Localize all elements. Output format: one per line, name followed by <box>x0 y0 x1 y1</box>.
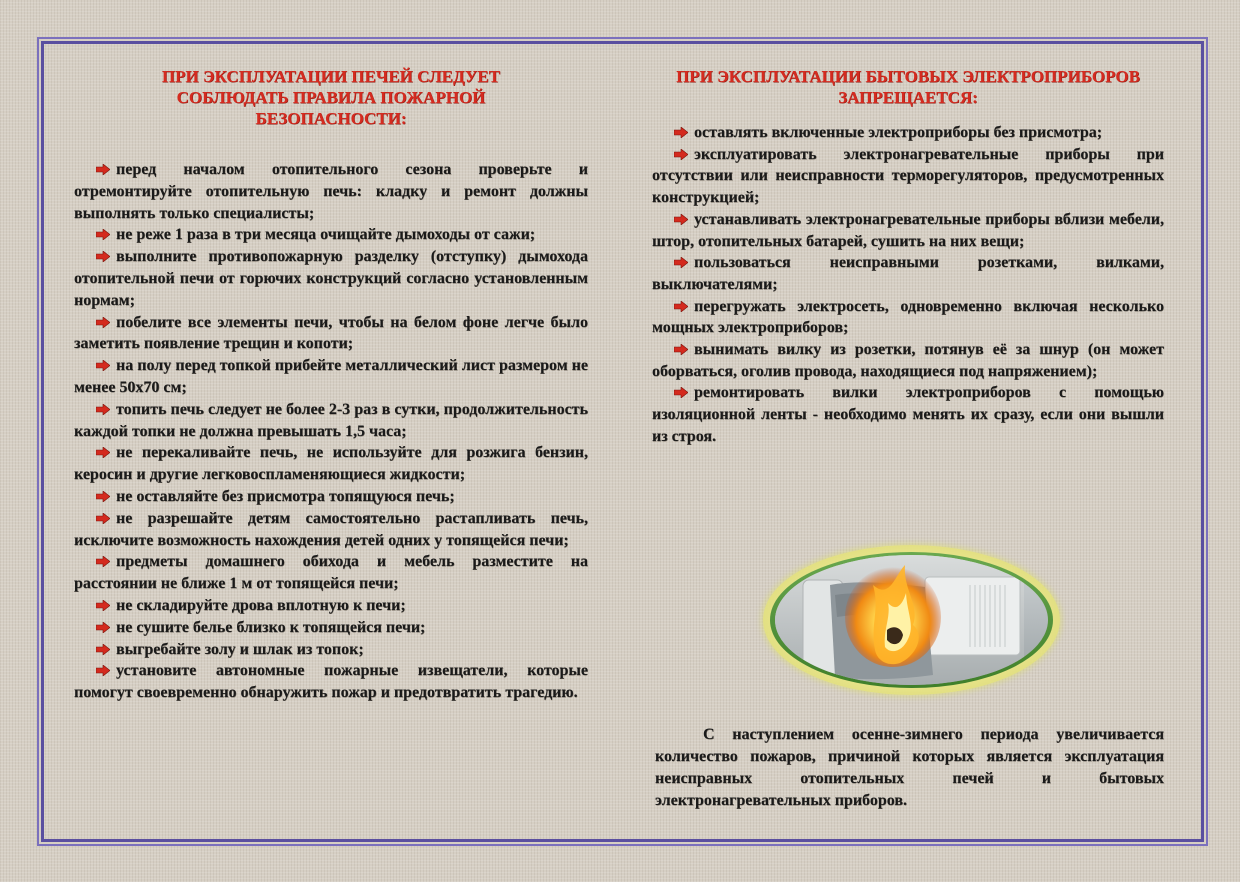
list-item-text: не реже 1 раза в три месяца очищайте дымоходы от сажи; <box>116 226 536 244</box>
list-item-text: побелите все элементы печи, чтобы на белом фоне легче было заметить появление трещин и копоти; <box>74 313 588 353</box>
list-item-text: ремонтировать вилки электроприборов с помощью изоляционной ленты - необходимо менять их сразу, если они вышли из строя. <box>652 384 1164 445</box>
list-item-text: предметы домашнего обихода и мебель разместите на расстоянии не ближе 1 м от топящейся печи; <box>74 553 588 593</box>
red-arrow-bullet-icon <box>96 251 110 262</box>
list-item-text: перегружать электросеть, одновременно включая несколько мощных электроприборов; <box>652 297 1164 337</box>
list-item-text: не разрешайте детям самостоятельно растапливать печь, исключите возможность нахождения детей одних у топящейся печи; <box>74 509 588 549</box>
left-list-item <box>74 551 588 595</box>
list-item-text: не перекаливайте печь, не используйте для розжига бензин, керосин и другие легковоспламеняющиеся жидкости; <box>74 444 588 484</box>
right-list-item <box>652 382 1164 447</box>
list-item-text: пользоваться неисправными розетками, вилками, выключателями; <box>652 254 1164 293</box>
red-arrow-bullet-icon <box>96 644 110 655</box>
left-list-item <box>74 595 588 617</box>
red-arrow-bullet-icon <box>674 257 688 268</box>
list-item-text: не сушите белье близко к топящейся печи; <box>116 618 426 636</box>
right-list-item <box>652 122 1164 144</box>
right-list-item <box>652 339 1164 382</box>
left-list-item <box>74 312 588 356</box>
red-arrow-bullet-icon <box>96 404 110 415</box>
list-item-text: на полу перед топкой прибейте металлический лист размером не менее 50х70 см; <box>74 357 588 396</box>
left-list-item <box>74 355 588 399</box>
left-list-item <box>74 399 588 443</box>
red-arrow-bullet-icon <box>96 164 110 175</box>
left-list-item <box>74 617 588 639</box>
left-list-item <box>74 159 588 224</box>
list-item-text: эксплуатировать электронагревательные приборы при отсутствии или неисправности терморегуляторов, предусмотренных конструкцией; <box>652 145 1164 207</box>
burning-heater-photo-frame <box>763 545 1060 695</box>
stove-safety-list <box>74 159 588 704</box>
red-arrow-bullet-icon <box>674 214 688 225</box>
red-arrow-bullet-icon <box>96 229 110 240</box>
red-arrow-bullet-icon <box>96 513 110 524</box>
list-item-text: не оставляйте без присмотра топящуюся печь; <box>116 487 455 505</box>
red-arrow-bullet-icon <box>96 317 110 328</box>
red-arrow-bullet-icon <box>674 387 688 398</box>
red-arrow-bullet-icon <box>96 622 110 633</box>
list-item-text: выполните противопожарную разделку (отступку) дымохода отопительной печи от горючих конструкций согласно установленным нормам; <box>74 248 588 309</box>
list-item-text: установите автономные пожарные извещатели, которые помогут своевременно обнаружить пожар и предотвратить трагедию. <box>74 662 588 702</box>
stove-safety-heading: ПРИ ЭКСПЛУАТАЦИИ ПЕЧЕЙ СЛЕДУЕТ СОБЛЮДАТЬ ПРАВИЛА ПОЖАРНОЙ БЕЗОПАСНОСТИ: <box>161 67 501 128</box>
red-arrow-bullet-icon <box>674 301 688 312</box>
list-item-text: перед началом отопительного сезона проверьте и отремонтируйте отопительную печь: кладку и ремонт должны выполнять только специалисты; <box>74 161 588 222</box>
right-list-item <box>652 252 1164 295</box>
left-list-item <box>74 639 588 661</box>
red-arrow-bullet-icon <box>674 344 688 355</box>
right-list-item <box>652 144 1164 209</box>
red-arrow-bullet-icon <box>674 149 688 160</box>
stove-safety-column <box>74 62 588 704</box>
burning-heater-photo <box>775 555 1048 685</box>
list-item-text: не складируйте дрова вплотную к печи; <box>116 596 406 614</box>
list-item-text: вынимать вилку из розетки, потянув её за шнур (он может оборваться, оголив провода, находящиеся под напряжением); <box>652 341 1164 380</box>
left-list-item <box>74 246 588 311</box>
seasonal-warning-text: С наступлением осенне-зимнего периода увеличивается количество пожаров, причиной которых является эксплуатация неисправных отопительных печей и бытовых электронагревательных приборов. <box>655 726 1164 809</box>
left-list-item <box>74 660 588 704</box>
left-list-item <box>74 486 588 508</box>
red-arrow-bullet-icon <box>674 127 688 138</box>
list-item-text: оставлять включенные электроприборы без присмотра; <box>694 124 1103 141</box>
red-arrow-bullet-icon <box>96 491 110 502</box>
list-item-text: топить печь следует не более 2-3 раз в сутки, продолжительность каждой топки не должна превышать 1,5 часа; <box>74 400 588 440</box>
electrical-safety-list <box>652 122 1164 448</box>
left-list-item <box>74 442 588 486</box>
right-list-item <box>652 209 1164 252</box>
red-arrow-bullet-icon <box>96 600 110 611</box>
red-arrow-bullet-icon <box>96 665 110 676</box>
red-arrow-bullet-icon <box>96 447 110 458</box>
red-arrow-bullet-icon <box>96 360 110 371</box>
electrical-safety-heading: ПРИ ЭКСПЛУАТАЦИИ БЫТОВЫХ ЭЛЕКТРОПРИБОРОВ ЗАПРЕЩАЕТСЯ: <box>676 67 1140 107</box>
list-item-text: выгребайте золу и шлак из топок; <box>116 640 364 658</box>
left-list-item <box>74 224 588 246</box>
electrical-safety-column <box>652 62 1164 448</box>
list-item-text: устанавливать электронагревательные приборы вблизи мебели, штор, отопительных батарей, сушить на них вещи; <box>652 210 1164 250</box>
red-arrow-bullet-icon <box>96 556 110 567</box>
left-list-item <box>74 508 588 552</box>
right-list-item <box>652 296 1164 339</box>
